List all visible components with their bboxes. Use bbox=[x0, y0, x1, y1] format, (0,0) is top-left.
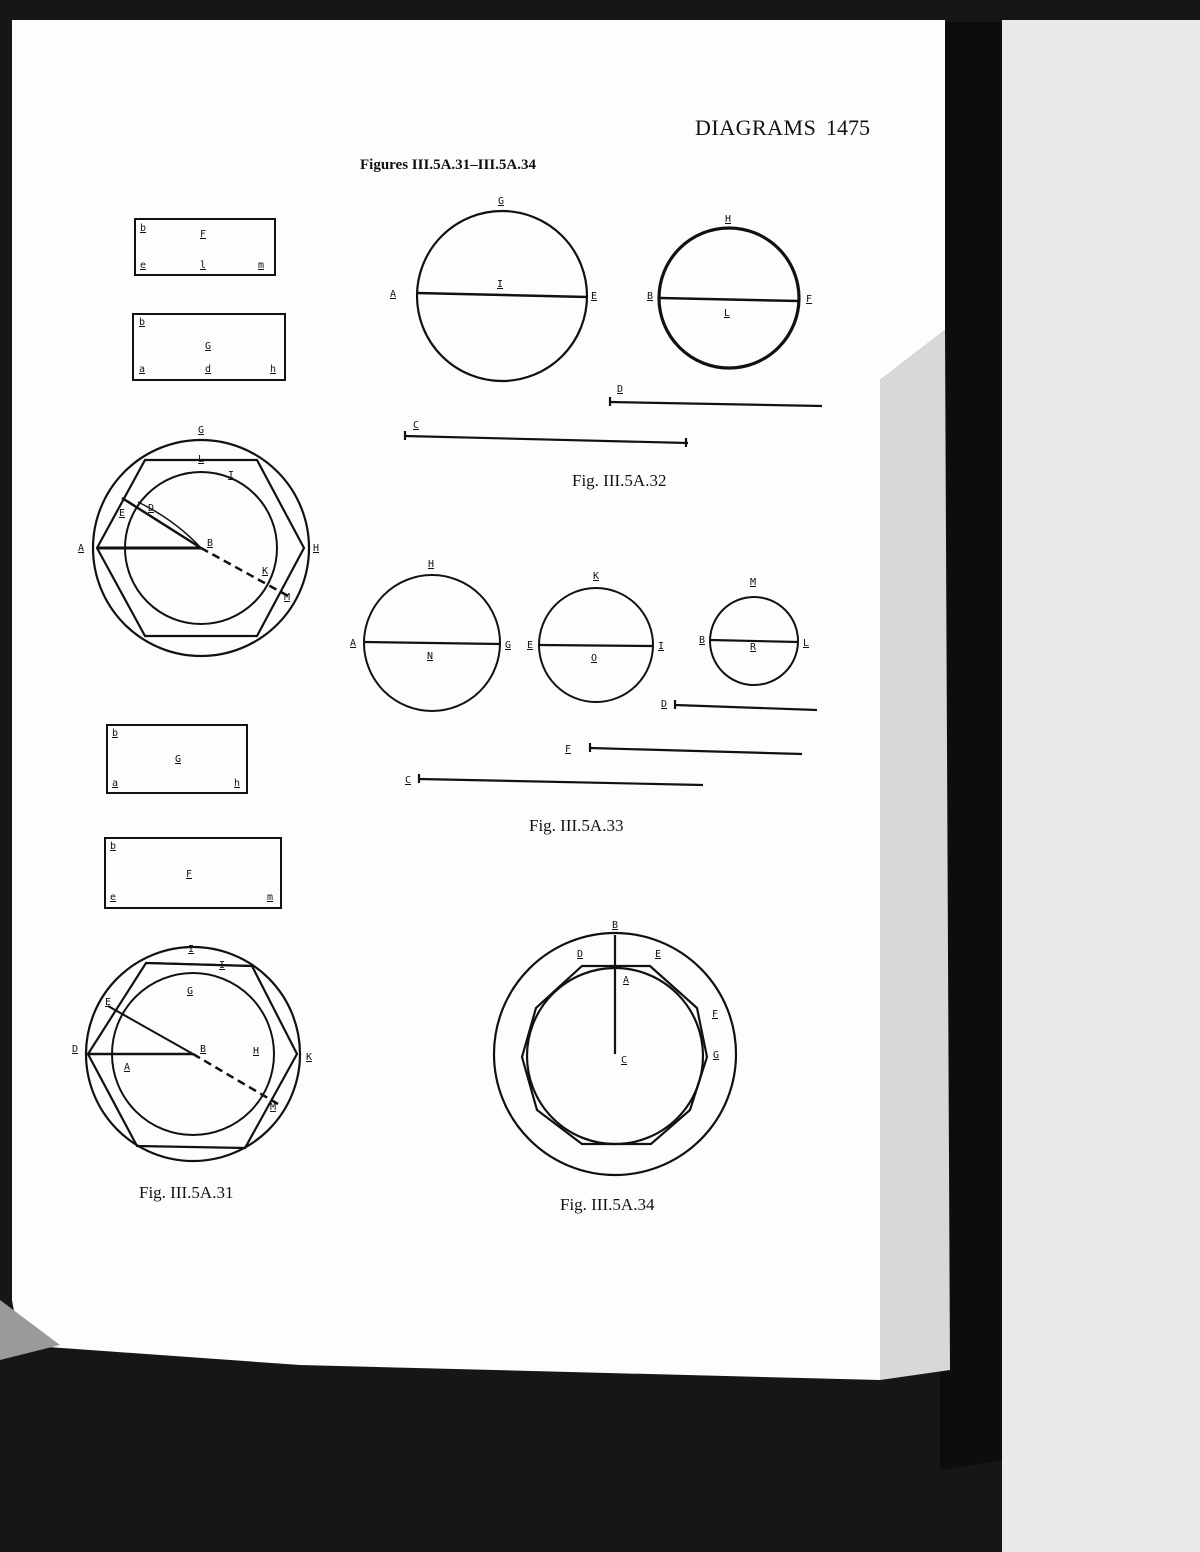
running-title: DIAGRAMS bbox=[695, 115, 817, 140]
fig31-box4-label-bl: e bbox=[110, 892, 117, 903]
fig32-c2-label-L: L bbox=[724, 308, 731, 319]
figure-range-title: Figures III.5A.31–III.5A.34 bbox=[360, 157, 536, 173]
page-number: 1475 bbox=[826, 115, 870, 140]
fig32-label-D: D bbox=[617, 384, 624, 395]
fig31-box1-label-bc: l bbox=[200, 260, 207, 271]
fig31-top-label-H: H bbox=[313, 543, 320, 554]
fig31-box3-label-br: h bbox=[234, 778, 241, 789]
fig33-label-D: D bbox=[661, 699, 668, 710]
fig31-top-label-E: E bbox=[119, 508, 126, 519]
fig31-box4-label-center: F bbox=[186, 869, 193, 880]
fig31-box4-label-tl: b bbox=[110, 841, 117, 852]
fig34-label-D: D bbox=[577, 949, 584, 960]
fig31-bottom-label-B: B bbox=[200, 1044, 207, 1055]
fig31-top-label-D: D bbox=[148, 503, 155, 514]
fig31-top-label-I: I bbox=[228, 470, 235, 481]
fig31-box1-label-tl: b bbox=[140, 223, 147, 234]
fig32-c1-label-A: A bbox=[390, 289, 397, 300]
fig32-c2-label-H: H bbox=[725, 214, 732, 225]
fig31-bottom-label-M: M bbox=[270, 1102, 277, 1113]
fig31-top-label-L: L bbox=[198, 454, 205, 465]
page-paper bbox=[12, 20, 945, 1380]
fig32-c2-label-F: F bbox=[806, 294, 813, 305]
fig31-box1-label-center: F bbox=[200, 229, 207, 240]
fig31-top-label-M: M bbox=[284, 592, 291, 603]
fig34-label-E: E bbox=[655, 949, 662, 960]
fig31-bottom-label-H: H bbox=[253, 1046, 260, 1057]
fig31-box2-label-bc: d bbox=[205, 364, 212, 375]
fig34-caption: Fig. III.5A.34 bbox=[560, 1195, 655, 1214]
fig31-box2-label-br: h bbox=[270, 364, 277, 375]
fig31-bottom-label-I1: I bbox=[188, 944, 195, 955]
fig33-c2-label-O: O bbox=[591, 653, 598, 664]
fig31-top-label-G: G bbox=[198, 425, 205, 436]
fig33-caption: Fig. III.5A.33 bbox=[529, 816, 624, 835]
fig31-box1-label-bl: e bbox=[140, 260, 147, 271]
fig33-c3-label-M: M bbox=[750, 577, 757, 588]
fig33-label-F: F bbox=[565, 744, 572, 755]
adjacent-page-strip bbox=[1002, 20, 1200, 1552]
fig33-c1-label-A: A bbox=[350, 638, 357, 649]
fig33-c1-label-N: N bbox=[427, 651, 434, 662]
fig33-c1-label-H: H bbox=[428, 559, 435, 570]
fig31-box1-label-br: m bbox=[258, 260, 265, 271]
fig31-bottom-label-G: G bbox=[187, 986, 194, 997]
fig31-box3-label-bl: a bbox=[112, 778, 119, 789]
fig31-top-label-A: A bbox=[78, 543, 85, 554]
fig33-c3-label-L: L bbox=[803, 638, 810, 649]
fig31-box3-label-center: G bbox=[175, 754, 182, 765]
fig31-top-label-B: B bbox=[207, 538, 214, 549]
fig32-c2-label-B: B bbox=[647, 291, 654, 302]
fig34-label-F: F bbox=[712, 1009, 719, 1020]
fig34-label-G: G bbox=[713, 1050, 720, 1061]
fig33-c2-label-E: E bbox=[527, 640, 534, 651]
fig33-c2-label-K: K bbox=[593, 571, 600, 582]
fig31-bottom-label-A: A bbox=[124, 1062, 131, 1073]
fig33-c3-label-B: B bbox=[699, 635, 706, 646]
page-edges bbox=[880, 330, 950, 1380]
fig31-box2-label-center: G bbox=[205, 341, 212, 352]
fig31-top-label-K: K bbox=[262, 566, 269, 577]
fig32-caption: Fig. III.5A.32 bbox=[572, 471, 667, 490]
fig31-bottom-label-K: K bbox=[306, 1052, 313, 1063]
fig31-bottom-label-D: D bbox=[72, 1044, 79, 1055]
fig31-bottom-label-I2: I bbox=[219, 960, 226, 971]
fig32-c1-label-G: G bbox=[498, 196, 505, 207]
fig34-label-C: C bbox=[621, 1055, 628, 1066]
fig31-box3-label-tl: b bbox=[112, 728, 119, 739]
fig31-caption: Fig. III.5A.31 bbox=[139, 1183, 234, 1202]
fig31-box2-label-bl: a bbox=[139, 364, 146, 375]
fig32-c1-label-E: E bbox=[591, 291, 598, 302]
fig33-c2-label-I: I bbox=[658, 641, 665, 652]
fig34-label-A: A bbox=[623, 975, 630, 986]
fig31-box2-label-tl: b bbox=[139, 317, 146, 328]
fig31-box4-label-br: m bbox=[267, 892, 274, 903]
fig33-label-C: C bbox=[405, 775, 412, 786]
fig31-bottom-label-E: E bbox=[105, 997, 112, 1008]
fig32-label-C: C bbox=[413, 420, 420, 431]
fig33-c3-label-R: R bbox=[750, 642, 757, 653]
fig34-label-B: B bbox=[612, 920, 619, 931]
fig33-c1-label-G: G bbox=[505, 640, 512, 651]
fig31-wheel-top bbox=[93, 440, 309, 656]
fig32-c1-label-I: I bbox=[497, 279, 504, 290]
